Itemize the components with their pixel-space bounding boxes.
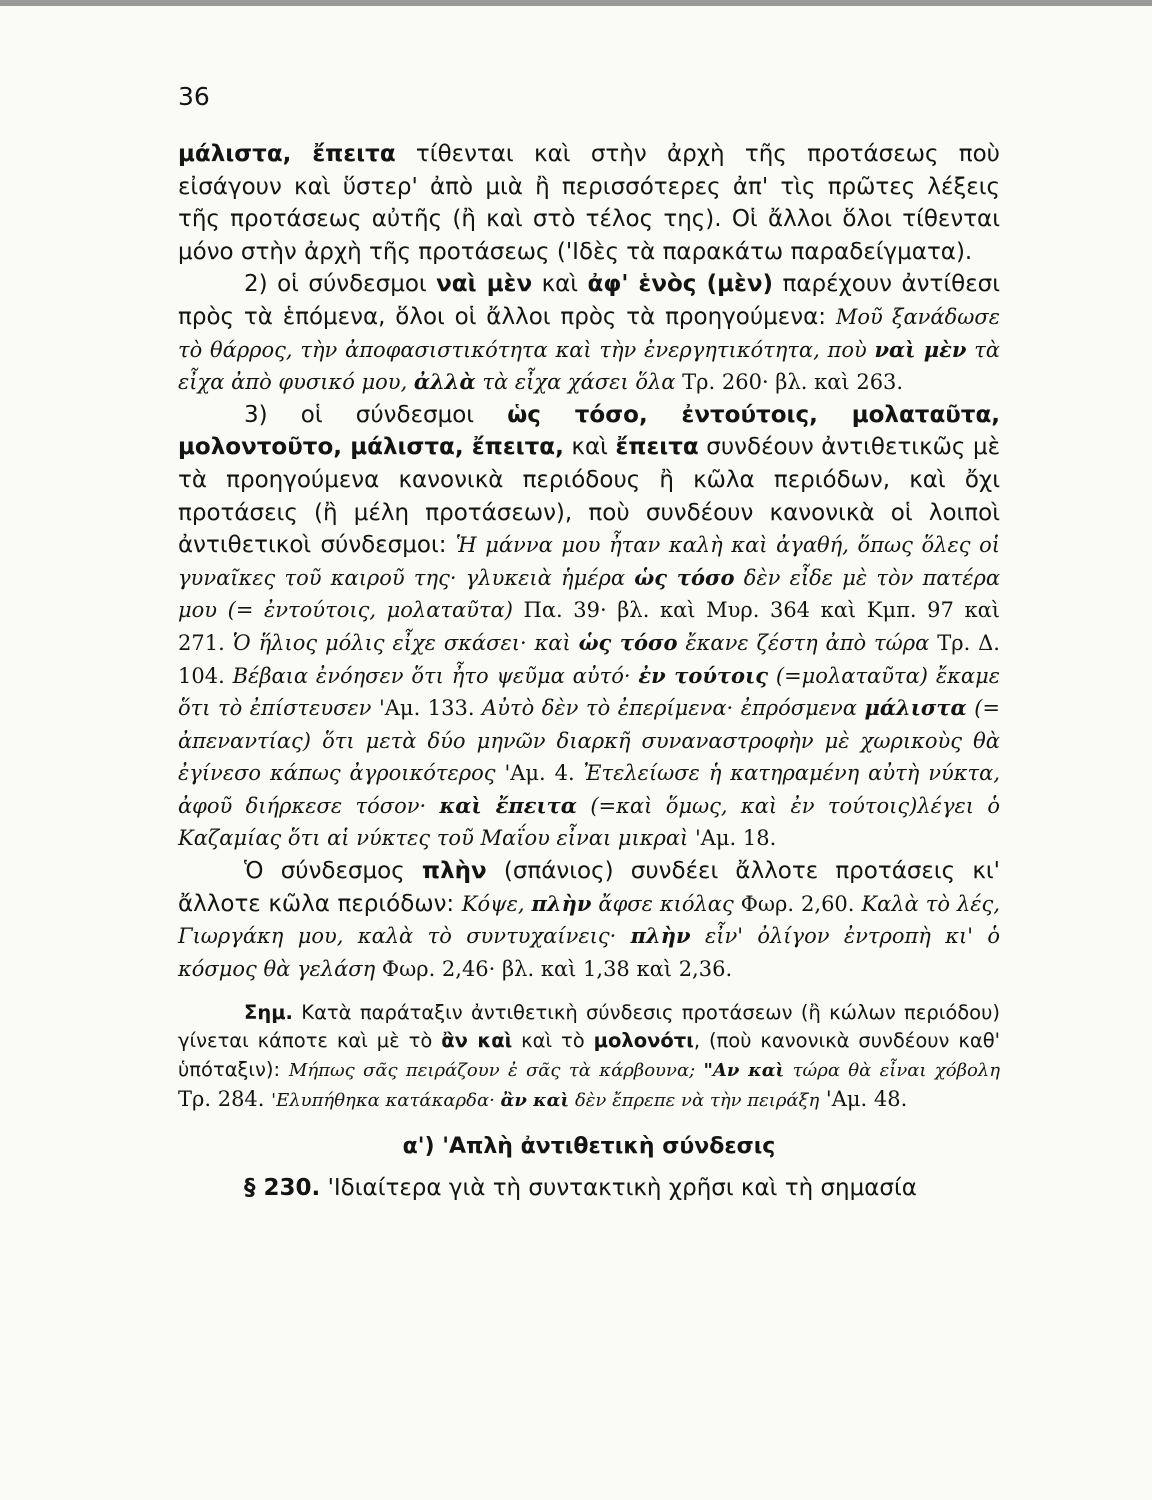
example-bold-term: ἂν καὶ [500, 1090, 570, 1112]
example-text: δὲν ἔπρεπε νὰ τὴν πειράξη [569, 1090, 820, 1112]
example-text: Ἡ μάννα μου ἦταν καλὴ καὶ ἀγαθή, ὅπως ὅλες οἱ γυναῖκες τοῦ καιροῦ της· γλυκειὰ ἡμέρα [178, 533, 1000, 590]
example-bold-term: πλὴν [531, 890, 592, 916]
example-bold-term: "Αν καὶ [703, 1060, 785, 1082]
paragraph-text: (σπάνιος) συνδέει ἄλλοτε προτάσεις κι' ἄλλοτε κῶλα περιόδων: [178, 858, 1000, 917]
example-text: Αὐτὸ δὲν τὸ ἐπερίμενα· ἐπρόσμενα [482, 696, 865, 721]
bold-term: μολονότι [593, 1029, 694, 1053]
example-text: 'Ελυπήθηκα κατάκαρδα· [271, 1090, 501, 1112]
paragraph-text: 3) οἱ σύνδεσμοι [244, 401, 508, 428]
citation: 'Αμ. 18. [688, 826, 777, 851]
bold-term: ναὶ μὲν [436, 271, 533, 298]
example-text: Μήπως σᾶς πειράζουν ἐ σᾶς τὰ κάρβουνα; [288, 1060, 704, 1082]
example-text: ἄφσε κιόλας [591, 891, 734, 916]
example-bold-term: ὡς τόσο [634, 564, 735, 590]
citation: Πα. 39· βλ. καὶ Μυρ. 364 καὶ Κμπ. 97 καὶ 271. [178, 598, 1000, 655]
bold-term: ἂν καὶ [441, 1029, 513, 1053]
example-bold-term: μάλιστα [864, 695, 967, 721]
example-bold-term: πλὴν [630, 923, 691, 949]
example-text: (= ἀπεναντίας) ὅτι μετὰ δύο μηνῶν διαρκῆ συναναστροφὴν μὲ χωρικοὺς θὰ ἐγίνεσο κάπως ἀγροικότερος [178, 696, 1000, 786]
section-number: § 230. [244, 1175, 321, 1202]
example-text: (=καὶ ὅμως, καὶ ἐν τούτοις)λέγει ὁ Καζαμίας ὅτι αἱ νύκτες τοῦ Μαΐου εἶναι μικραὶ [178, 793, 1001, 851]
citation: Φωρ. 2,46· βλ. καὶ 1,38 καὶ 2,36. [375, 956, 733, 981]
paragraph-text: καὶ τὸ [512, 1029, 594, 1053]
bold-term: ἔπειτα [615, 434, 699, 461]
paragraph-text: Ὁ σύνδεσμος [244, 858, 422, 885]
example-text: τὰ εἶχα ἀπὸ φυσικό μου, [178, 337, 1000, 395]
paragraph-1 [178, 138, 1000, 268]
paragraph-text: τίθενται καὶ στὴν ἀρχὴ τῆς προτάσεως ποὺ εἰσάγουν καὶ ὕστερ' ἀπὸ μιὰ ἢ περισσότερες ἀπ' τὶς πρῶτες λέξεις τῆς προτάσεως αὐτῆς (ἢ καὶ στὸ τέλος της). Οἱ ἄλλοι ὅλοι τίθενται μόνο στὴν ἀρχὴ τῆς προτάσεως ('Ιδὲς τὰ παρακάτω παραδείγματα). [178, 141, 1000, 265]
example-text: δὲν εἶδε μὲ τὸν πατέρα μου (= ἐντούτοις, μολαταῦτα) [178, 565, 1001, 623]
bold-term: πλὴν [421, 858, 487, 885]
example-text: Μοῦ ξανάδωσε τὸ θάρρος, τὴν ἀποφασιστικότητα καὶ τὴν ἐνεργητικότητα, ποὺ [178, 304, 1000, 362]
note-label: Σημ. [244, 1001, 293, 1025]
paragraph-text: 'Ιδιαίτερα γιὰ τὴ συντακτικὴ χρῆσι καὶ τὴ σημασία [320, 1175, 917, 1202]
example-text: Ὁ ἥλιος μόλις εἶχε σκάσει· καὶ [232, 630, 579, 655]
example-bold-term: ναὶ μὲν [874, 336, 967, 362]
page-number: 36 [178, 82, 210, 111]
example-bold-term: ἀλλὰ [413, 369, 476, 395]
example-text: τώρα θὰ εἶναι χόβολη [784, 1060, 1001, 1082]
subsection-heading: α') 'Απλὴ ἀντιθετικὴ σύνδεσις [402, 1134, 776, 1160]
citation: Τρ. Δ. 104. [178, 630, 1000, 688]
example-text: τὰ εἶχα χάσει ὅλα [475, 370, 676, 395]
paragraph-4 [178, 855, 1000, 985]
bold-term: ἀφ' ἑνὸς (μὲν) [587, 271, 774, 298]
main-text [178, 138, 1000, 1205]
example-text: ἔκανε ζέστη ἀπὸ τώρα [677, 630, 930, 655]
paragraph-text: παρέχουν ἀντίθεσι πρὸς τὰ ἑπόμενα, ὅλοι οἱ ἄλλοι πρὸς τὰ προηγούμενα: [178, 271, 1000, 330]
paragraph-2 [178, 268, 1000, 398]
paragraph-text: , (ποὺ κανονικὰ συνδέουν καθ' ὑπόταξιν): [178, 1029, 1000, 1082]
note-paragraph [178, 999, 1000, 1115]
example-text: (=μολαταῦτα) ἔκαμε ὅτι τὸ ἐπίστευσεν [178, 663, 1000, 721]
citation: 'Αμ. 133. [371, 696, 483, 721]
paragraph-text: συνδέουν ἀντιθετικῶς μὲ τὰ προηγούμενα κανονικὰ περιόδους ἢ κῶλα περιόδων, καὶ ὄχι προτάσεις (ἢ μέλη προτάσεων), ποὺ συνδέουν κανονικὰ οἱ λοιποὶ ἀντιθετικοὶ σύνδεσμοι: [178, 434, 1001, 559]
scan-top-edge [0, 0, 1152, 6]
example-bold-term: καὶ ἔπειτα [439, 792, 577, 818]
example-text: Καλὰ τὸ λές, Γιωργάκη μου, καλὰ τὸ συντυχαίνεις· [178, 891, 1000, 949]
citation: 'Αμ. 4. [495, 761, 584, 786]
example-text: Κόψε, [461, 891, 532, 916]
example-text: Βέβαια ἐνόησεν ὅτι ἦτο ψεῦμα αὐτό· [232, 663, 639, 688]
section-paragraph [178, 1172, 1000, 1205]
paragraph-text: καὶ [532, 271, 588, 298]
example-text: εἶν' ὀλίγον ἐντροπὴ κι' ὁ κόσμος θὰ γελάση [178, 924, 1000, 981]
example-bold-term: ὡς τόσο [578, 629, 678, 655]
citation: 'Αμ. 48. [819, 1087, 908, 1112]
citation: Φωρ. 2,60. [733, 891, 862, 916]
citation: Τρ. 260· βλ. καὶ 263. [675, 370, 904, 395]
bold-term: μάλιστα, ἔπειτα [178, 141, 396, 167]
bold-term: ὡς τόσο, ἐντούτοις, μολαταῦτα, μολοντοῦτο, μάλιστα, ἔπειτα, [178, 401, 1000, 461]
paragraph-text: 2) οἱ σύνδεσμοι [244, 271, 437, 298]
example-bold-term: ἐν τούτοις [638, 662, 769, 688]
paragraph-3 [178, 399, 1000, 855]
paragraph-text: Κατὰ παράταξιν ἀντιθετικὴ σύνδεσις προτάσεων (ἢ κώλων περιόδου) γίνεται κάποτε καὶ μὲ τὸ [178, 1001, 1000, 1053]
example-text: Ἐτελείωσε ἡ κατηραμένη αὐτὴ νύκτα, ἀφοῦ διήρκεσε τόσον· [178, 761, 1000, 818]
citation: Τρ. 284. [178, 1087, 272, 1112]
paragraph-text: καὶ [563, 434, 616, 461]
